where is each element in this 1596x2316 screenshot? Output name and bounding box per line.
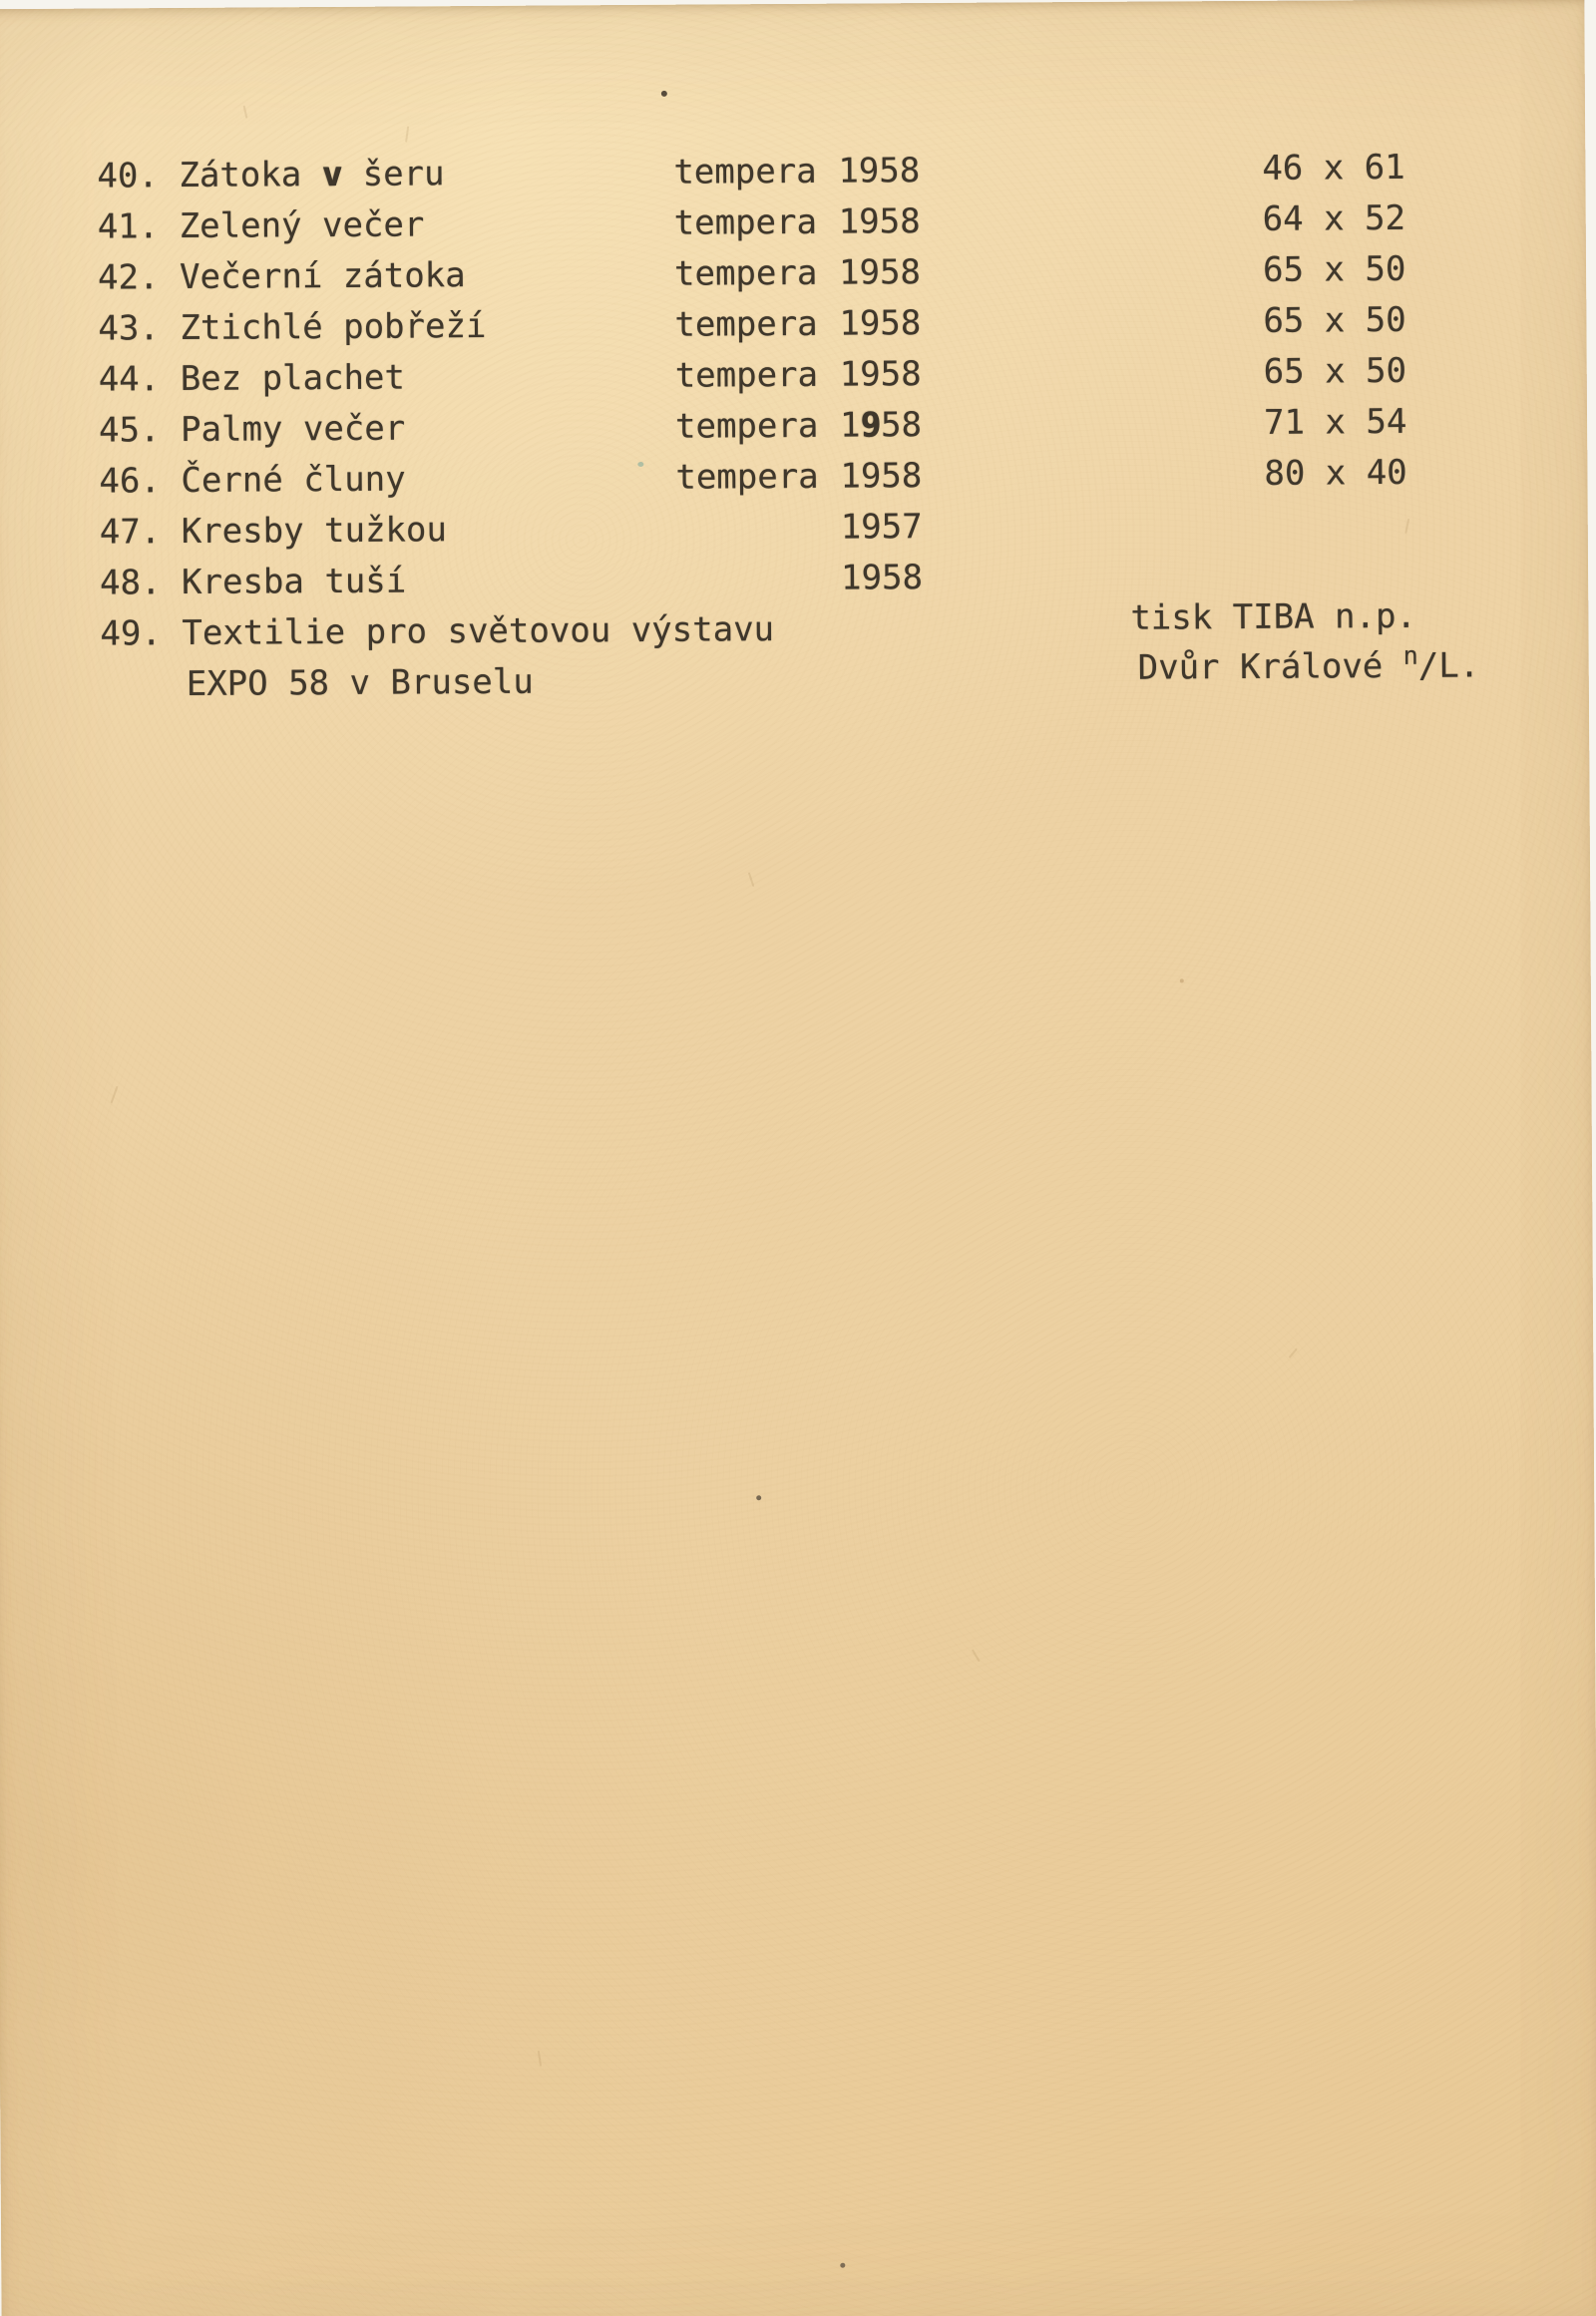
entry-number: 45. [98, 410, 161, 451]
entry-size: 80 x 40 [1264, 452, 1407, 494]
entry-number: 49. [100, 613, 163, 654]
print-note-line2: Dvůr Králové $^n$/L. [1137, 640, 1480, 688]
entry-number: 46. [99, 461, 161, 502]
entry-size: 65 x 50 [1263, 299, 1406, 341]
entry-medium: tempera [675, 456, 819, 498]
entry-medium: tempera [674, 303, 818, 345]
entry-size: 65 x 50 [1262, 248, 1406, 290]
entry-title: Zelený večer [179, 204, 425, 247]
entry-year: 1958 [838, 151, 921, 192]
entry-year: 1958 [839, 354, 922, 395]
paper-fleck [637, 462, 643, 467]
entry-title: Zátoka v šeru [179, 154, 445, 196]
entry-year: 1958 [839, 303, 922, 344]
entry-year: 1958 [839, 405, 923, 446]
entry-year: 1958 [840, 558, 924, 598]
paper-fiber [972, 1649, 981, 1662]
paper-fleck [1180, 978, 1184, 982]
paper-fiber [748, 872, 755, 887]
entry-number: 47. [99, 512, 162, 553]
entry-medium: tempera [674, 405, 819, 447]
entry-title: Palmy večer [180, 408, 406, 451]
entry-medium: tempera [673, 201, 818, 243]
paper-fiber [243, 106, 248, 119]
entry-number: 43. [98, 308, 160, 349]
entry-number: 40. [97, 156, 159, 196]
entry-title: Večerní zátoka [179, 255, 466, 298]
entry-medium: tempera [673, 252, 818, 294]
entry-medium: tempera [673, 151, 817, 193]
entry-year: 1958 [838, 201, 921, 242]
overstruck-digit: 9 [860, 405, 882, 446]
entry-title-line2: EXPO 58 v Bruselu [186, 661, 534, 705]
entry-year: 1958 [840, 456, 923, 497]
print-note-line1: tisk TIBA n.p. [1130, 595, 1417, 638]
entry-year: 1958 [838, 252, 922, 293]
superscript-n: n [1402, 640, 1418, 670]
entry-size: 65 x 50 [1263, 350, 1407, 392]
entry-medium: tempera [674, 354, 819, 396]
entry-title: Kresby tužkou [181, 510, 448, 553]
overstruck-letter: v [321, 154, 343, 195]
ink-speck [840, 2263, 845, 2268]
entry-size: 71 x 54 [1263, 401, 1407, 443]
entry-number: 48. [99, 563, 162, 603]
paper-fiber [405, 126, 409, 142]
entry-year: 1957 [840, 507, 923, 548]
entry-number: 44. [98, 359, 161, 400]
entry-title: Kresba tuší [181, 561, 407, 603]
entry-title: Bez plachet [180, 357, 406, 400]
entry-title: Textilie pro světovou výstavu [182, 609, 775, 654]
entry-size: 46 x 61 [1262, 147, 1405, 189]
paper-fiber [111, 1086, 119, 1104]
entry-title: Ztichlé pobřeží [180, 306, 487, 349]
entry-number: 42. [97, 257, 160, 298]
entry-title: Černé čluny [181, 459, 406, 502]
entry-number: 41. [97, 206, 160, 247]
ink-speck [756, 1495, 761, 1500]
ink-speck [661, 91, 667, 97]
paper-fiber [538, 2051, 542, 2067]
paper-fiber [1289, 1348, 1298, 1358]
entry-size: 64 x 52 [1262, 197, 1406, 239]
